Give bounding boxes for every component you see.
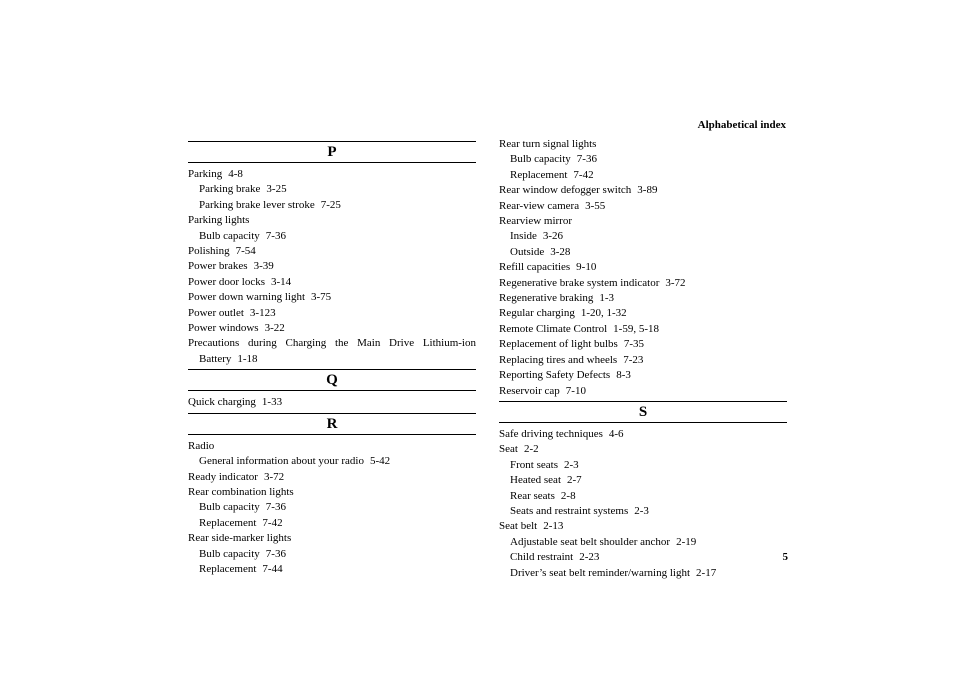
entry-term: Power windows <box>188 322 259 335</box>
entry-term: Battery <box>199 352 232 365</box>
entry-page-ref[interactable]: 7-42 <box>262 516 283 529</box>
entry-page-ref[interactable]: 9-10 <box>576 261 597 274</box>
entry-term: General information about your radio <box>199 455 364 468</box>
index-subentry <box>188 198 476 213</box>
entry-term: Rear side-marker lights <box>188 532 292 545</box>
page-number: 5 <box>782 551 788 563</box>
index-subentry <box>499 168 787 183</box>
index-entry <box>499 291 787 306</box>
index-subentry <box>499 152 787 167</box>
index-entry <box>499 214 787 229</box>
index-entry <box>188 485 476 500</box>
section-heading: R <box>188 413 476 435</box>
entry-page-ref[interactable]: 3-75 <box>311 291 332 304</box>
entry-term: Bulb capacity <box>199 229 260 242</box>
running-header: Alphabetical index <box>697 119 786 131</box>
entry-page-ref[interactable]: 8-3 <box>616 369 631 382</box>
index-entry <box>499 137 787 152</box>
entry-page-ref[interactable]: 2-19 <box>676 535 697 548</box>
entry-term: Quick charging <box>188 396 256 409</box>
entry-page-ref[interactable]: 3-25 <box>266 183 287 196</box>
entry-page-ref[interactable]: 3-14 <box>271 275 292 288</box>
index-subentry <box>499 245 787 260</box>
entry-term: Parking brake <box>199 183 261 196</box>
entry-page-ref[interactable]: 1-33 <box>261 396 283 409</box>
index-subentry <box>499 458 787 473</box>
entry-page-ref[interactable]: 7-36 <box>265 229 286 242</box>
entry-term: Reporting Safety Defects <box>499 369 611 382</box>
entry-term: Adjustable seat belt shoulder anchor <box>510 535 671 548</box>
index-subentry <box>188 454 476 469</box>
entry-page-ref[interactable]: 2-8 <box>560 489 576 502</box>
entry-page-ref[interactable]: 3-26 <box>542 230 564 243</box>
entry-page-ref[interactable]: 7-44 <box>262 562 283 575</box>
entry-page-ref[interactable]: 7-25 <box>320 198 341 211</box>
entry-term: Safe driving techniques <box>499 427 603 440</box>
index-entry <box>188 439 476 454</box>
entry-term: Power outlet <box>188 306 244 319</box>
entry-page-ref[interactable]: 2-3 <box>634 504 649 517</box>
index-entry <box>499 519 787 534</box>
index-entry <box>188 167 476 182</box>
entry-term: Reservoir cap <box>499 384 560 397</box>
index-subentry <box>188 516 476 531</box>
entry-term: Polishing <box>188 245 230 258</box>
entry-term: Replacement <box>510 168 568 181</box>
entry-term: Seat <box>499 443 518 456</box>
entry-term: Bulb capacity <box>199 501 260 514</box>
entry-term: Driver’s seat belt reminder/warning light <box>510 566 691 579</box>
entry-page-ref[interactable]: 4-6 <box>608 427 624 440</box>
index-subentry <box>499 535 787 550</box>
entry-term: Radio <box>188 439 215 452</box>
entry-term: Rear turn signal lights <box>499 138 597 150</box>
entry-term: Inside <box>510 230 537 243</box>
index-entry <box>499 260 787 275</box>
entry-page-ref[interactable]: 5-42 <box>369 455 391 468</box>
entry-page-ref[interactable]: 3-72 <box>263 470 285 483</box>
entry-page-ref[interactable]: 4-8 <box>228 168 243 180</box>
entry-term: Rearview mirror <box>499 215 572 228</box>
index-subentry <box>499 473 787 488</box>
entry-term: Parking <box>188 168 223 180</box>
index-entry <box>499 276 787 291</box>
index-entry <box>499 183 787 198</box>
entry-term: Replacement of light bulbs <box>499 338 618 351</box>
entry-term: Child restraint <box>510 551 574 564</box>
index-subentry <box>188 547 476 562</box>
index-subentry <box>188 500 476 515</box>
index-entry <box>188 275 476 290</box>
index-entry <box>188 321 476 336</box>
entry-term: Rear combination lights <box>188 485 294 498</box>
entry-page-ref[interactable]: 7-36 <box>576 153 597 166</box>
index-entry <box>499 427 787 442</box>
entry-term: Precautions during Charging the Main Drive Lithium-ion <box>188 337 476 350</box>
index-entry <box>499 306 787 321</box>
entry-page-ref[interactable]: 2-7 <box>567 474 582 487</box>
entry-term: Seats and restraint systems <box>510 504 629 517</box>
index-entry <box>188 531 476 546</box>
entry-term: Power down warning light <box>188 291 306 304</box>
index-subentry <box>499 566 787 581</box>
entry-term: Rear seats <box>510 489 555 502</box>
entry-term: Regenerative braking <box>499 292 594 305</box>
entry-term: Bulb capacity <box>510 153 571 166</box>
index-entry <box>499 442 787 457</box>
entry-term: Outside <box>510 245 545 258</box>
entry-page-ref[interactable]: 3-123 <box>249 306 276 319</box>
entry-term: Refill capacities <box>499 261 571 274</box>
index-column-left <box>188 139 476 577</box>
index-column-right <box>499 137 787 581</box>
index-entry <box>499 199 787 214</box>
index-entry <box>188 336 476 351</box>
entry-page-ref[interactable]: 3-55 <box>585 199 606 212</box>
index-subentry <box>188 182 476 197</box>
entry-term: Rear window defogger switch <box>499 184 632 197</box>
index-entry <box>188 395 476 410</box>
entry-page-ref[interactable]: 1-59, 5-18 <box>613 322 659 335</box>
entry-term: Replacement <box>199 516 257 529</box>
entry-term: Regenerative brake system indicator <box>499 276 660 289</box>
entry-page-ref[interactable]: 7-23 <box>623 353 644 366</box>
section-heading: S <box>499 401 787 423</box>
entry-term: Power brakes <box>188 260 248 273</box>
entry-term: Rear-view camera <box>499 199 580 212</box>
index-entry <box>188 290 476 305</box>
entry-page-ref[interactable]: 2-2 <box>523 443 539 456</box>
entry-page-ref[interactable]: 1-20, 1-32 <box>580 307 627 320</box>
entry-term: Power door locks <box>188 275 265 288</box>
index-entry <box>188 244 476 259</box>
index-entry <box>499 384 787 399</box>
entry-page-ref[interactable]: 1-3 <box>599 292 615 305</box>
index-entry <box>188 306 476 321</box>
index-subentry <box>499 489 787 504</box>
entry-page-ref[interactable]: 3-72 <box>665 276 686 289</box>
index-subentry <box>499 504 787 519</box>
entry-page-ref[interactable]: 3-39 <box>253 260 274 273</box>
entry-page-ref[interactable]: 2-23 <box>579 551 600 564</box>
index-subentry <box>499 229 787 244</box>
index-subentry <box>188 562 476 577</box>
entry-term: Remote Climate Control <box>499 322 608 335</box>
section-heading: Q <box>188 369 476 391</box>
entry-term: Front seats <box>510 458 558 471</box>
entry-page-ref[interactable]: 7-35 <box>623 338 645 351</box>
index-entry <box>499 322 787 337</box>
entry-page-ref[interactable]: 7-36 <box>265 547 286 560</box>
index-entry <box>188 470 476 485</box>
section-heading: P <box>188 141 476 163</box>
index-subentry <box>188 352 476 367</box>
entry-page-ref[interactable]: 2-17 <box>696 566 717 579</box>
entry-term: Parking brake lever stroke <box>199 198 315 211</box>
index-entry <box>188 213 476 228</box>
entry-term: Parking lights <box>188 214 250 227</box>
index-subentry <box>499 550 787 565</box>
entry-term: Heated seat <box>510 474 561 487</box>
index-entry <box>188 259 476 274</box>
index-entry <box>499 337 787 352</box>
entry-term: Bulb capacity <box>199 547 260 560</box>
entry-term: Replacement <box>199 562 257 575</box>
entry-page-ref[interactable]: 2-13 <box>543 520 564 533</box>
entry-page-ref[interactable]: 3-22 <box>264 322 285 335</box>
entry-page-ref[interactable]: 7-36 <box>265 501 286 514</box>
entry-page-ref[interactable]: 1-18 <box>237 352 258 365</box>
entry-term: Seat belt <box>499 520 538 533</box>
index-entry <box>499 353 787 368</box>
entry-page-ref[interactable]: 2-3 <box>563 458 579 471</box>
entry-page-ref[interactable]: 7-54 <box>235 245 256 258</box>
entry-page-ref[interactable]: 3-28 <box>550 245 571 258</box>
index-entry <box>499 368 787 383</box>
entry-page-ref[interactable]: 7-42 <box>573 168 594 181</box>
entry-page-ref[interactable]: 3-89 <box>637 184 658 197</box>
entry-term: Ready indicator <box>188 470 258 483</box>
index-subentry <box>188 229 476 244</box>
entry-page-ref[interactable]: 7-10 <box>565 384 586 397</box>
entry-term: Regular charging <box>499 307 575 320</box>
entry-term: Replacing tires and wheels <box>499 353 618 366</box>
